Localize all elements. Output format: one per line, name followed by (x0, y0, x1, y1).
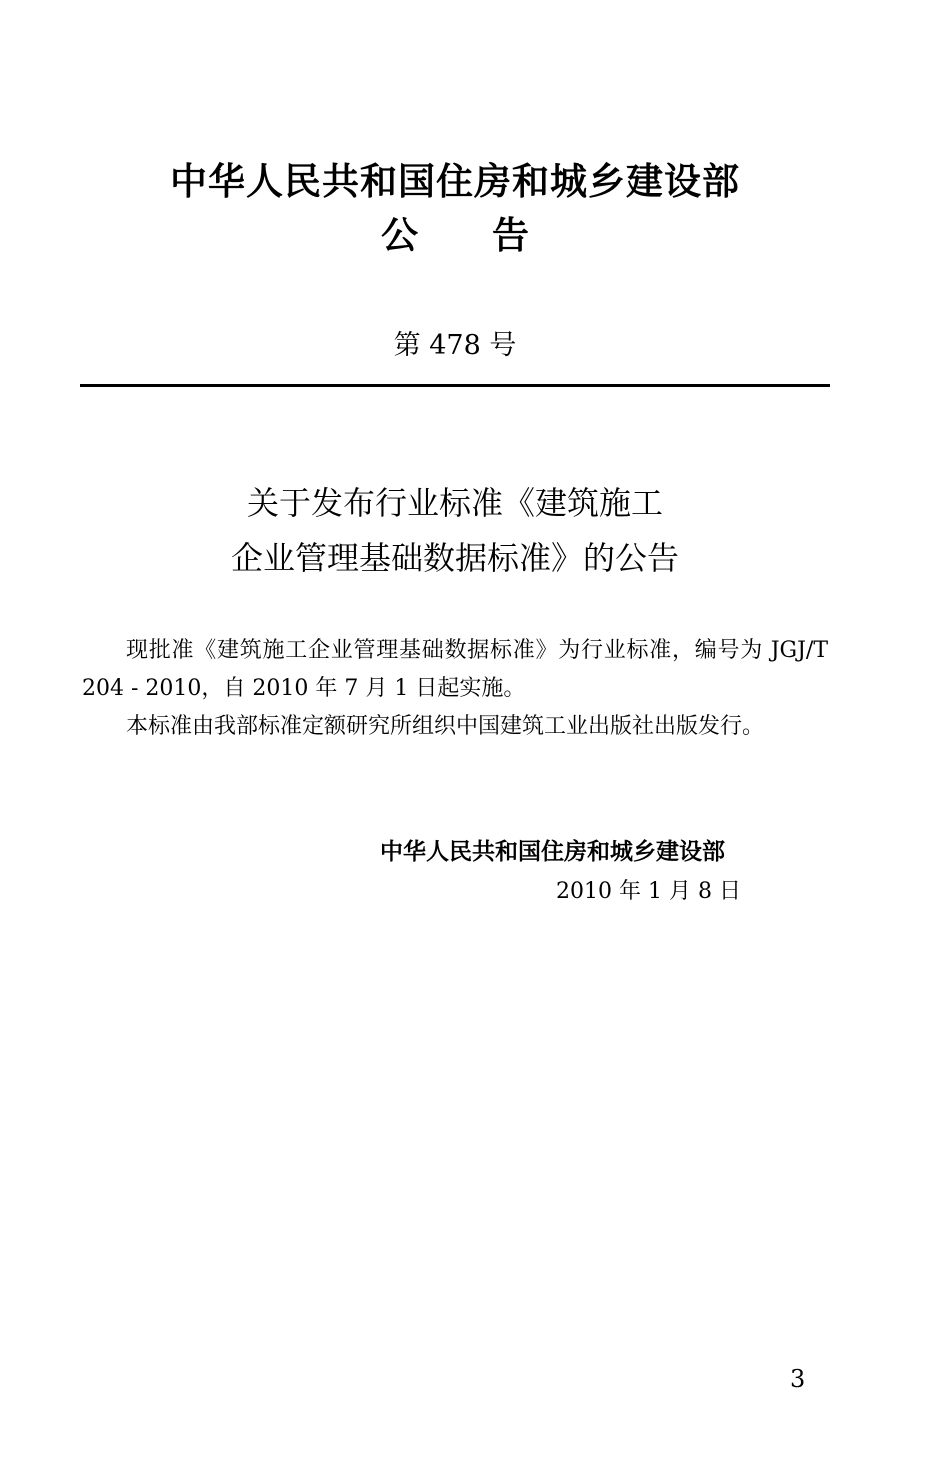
announcement-body (82, 632, 828, 746)
body-paragraph-1: 现批准《建筑施工企业管理基础数据标准》为行业标准，编号为 JGJ/T 204 - 2010，自 2010 年 7 月 1 日起实施。 (82, 638, 828, 701)
document-type-heading: 公 告 (381, 214, 529, 257)
signature-organization: 中华人民共和国住房和城乡建设部 (380, 839, 725, 865)
body-paragraph-2: 本标准由我部标准定额研究所组织中国建筑工业出版社出版发行。 (126, 714, 765, 739)
announcement-title (80, 476, 830, 586)
signature-date: 2010 年 1 月 8 日 (556, 879, 741, 904)
issuer-heading: 中华人民共和国住房和城乡建设部 (170, 160, 740, 203)
title-line-1: 关于发布行业标准《建筑施工 (246, 484, 663, 522)
title-line-2: 企业管理基础数据标准》的公告 (230, 539, 679, 577)
header-divider (80, 384, 830, 387)
page-number: 3 (790, 1365, 806, 1393)
announcement-number: 第 478 号 (393, 330, 517, 361)
